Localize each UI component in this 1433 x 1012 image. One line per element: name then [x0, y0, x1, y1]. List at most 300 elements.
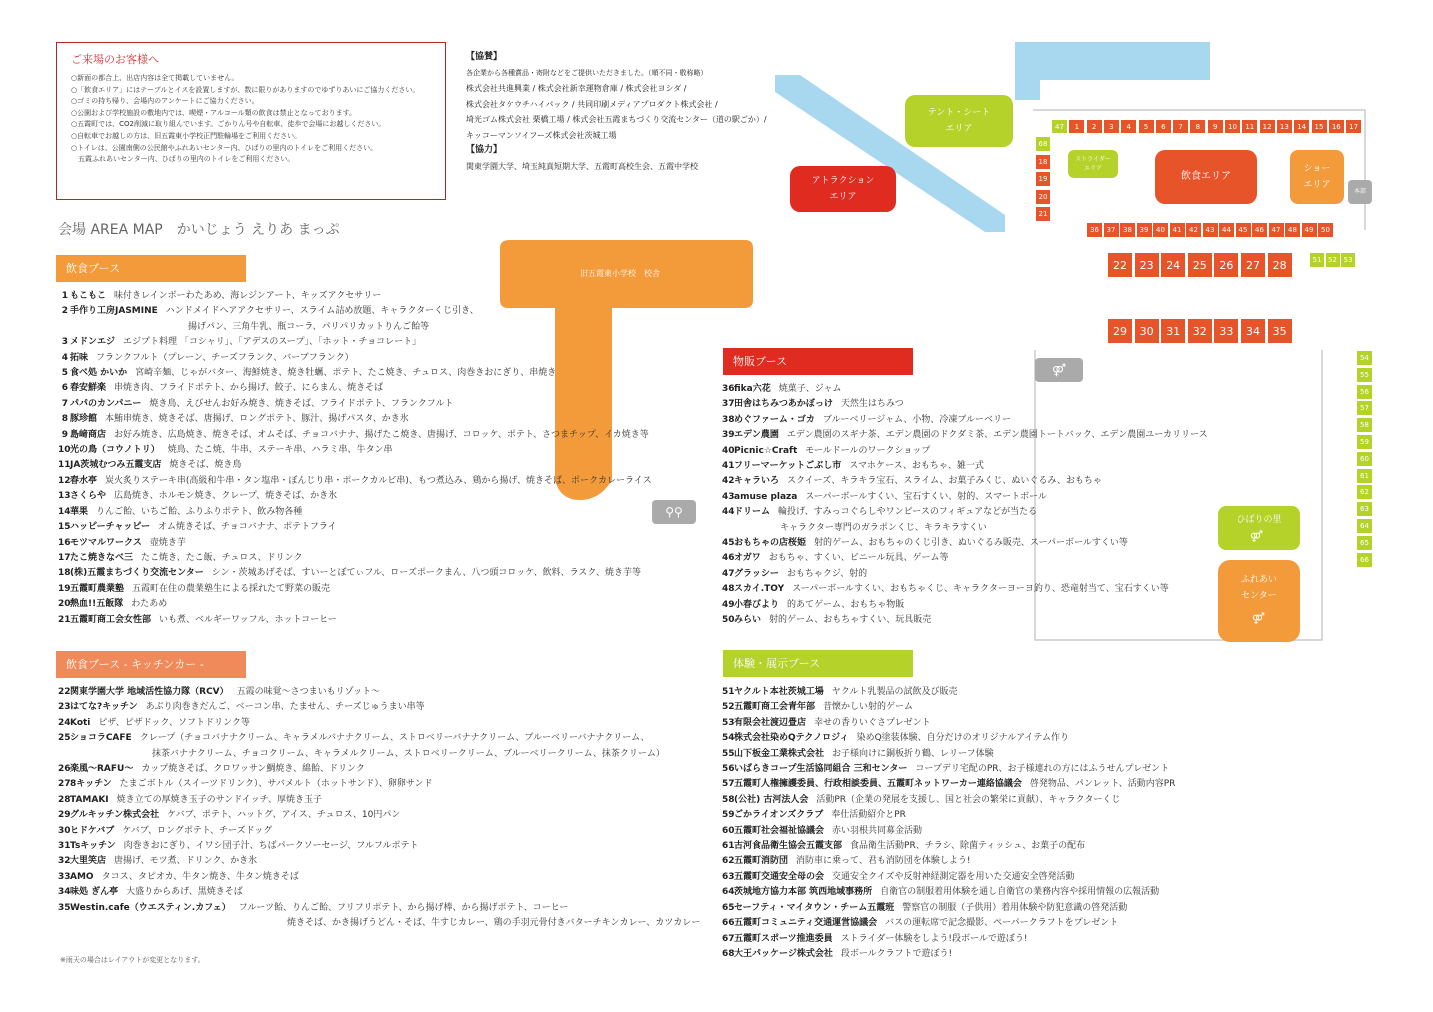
- list-item: [722, 808, 1175, 823]
- booth-62: 62: [1357, 485, 1372, 499]
- vendor-description: おもちゃ、すくい、ビニール玩具、ゲーム等: [768, 553, 949, 564]
- item-number: 56: [722, 764, 735, 775]
- list-item: [58, 839, 700, 854]
- vendor-description: 赤い羽根共同募金活動: [832, 825, 923, 836]
- booth-61: 61: [1357, 469, 1372, 483]
- item-number: 46: [722, 553, 735, 564]
- item-number: 19: [58, 583, 71, 594]
- list-item: [722, 459, 1208, 474]
- booth-47: 47: [1269, 223, 1284, 237]
- booth-22: 22: [1108, 253, 1132, 277]
- list-item: [58, 762, 700, 777]
- booth-68: 68: [1036, 137, 1050, 151]
- booth-18: 18: [1036, 155, 1050, 169]
- booth-34: 34: [1241, 319, 1265, 343]
- restroom-icon: ⚤: [1252, 612, 1265, 625]
- vendor-name: みらい: [734, 615, 762, 626]
- vendor-name: 五霞町人権擁護委員、行政相談委員、五霞町ネットワーカー連絡協議会: [734, 779, 1022, 790]
- kitchen-list: [58, 685, 700, 932]
- vendor-name: 山下板金工業株式会社: [734, 748, 825, 759]
- notice-line: ○自転車でお越しの方は、旧五霞東小学校正門駐輪場をご利用ください。: [71, 131, 302, 140]
- sponsors-heading: 【協賛】: [466, 52, 503, 62]
- vendor-name: amuse plaza: [734, 491, 798, 502]
- item-number: 43: [722, 491, 735, 502]
- vendor-name: 光の鳥（コウノトリ）: [70, 445, 160, 456]
- list-item: [58, 885, 700, 900]
- vendor-name: 拓味: [70, 352, 89, 363]
- school-label: 旧五霞東小学校 校舎: [580, 269, 660, 278]
- hibari-no-sato: [1218, 506, 1300, 550]
- booth-28: 28: [1268, 253, 1292, 277]
- vendor-name: 食べ処 かいか: [70, 368, 128, 379]
- vendor-description: クレープ（チョコバナナクリーム、キャラメルバナナクリーム、ストロベリーバナナクリーム、ブルーベリーバナナクリーム、: [139, 733, 650, 744]
- vendor-name: 小春びより: [734, 599, 780, 610]
- kitchen-section-header: 飲食ブース - キッチンカー -: [56, 651, 246, 678]
- booth-5: 5: [1139, 120, 1154, 133]
- vendor-name: 株式会社染めQテクノロジィ: [734, 733, 849, 744]
- booth-49: 49: [1302, 223, 1317, 237]
- vendor-description: 活動PR（企業の発展を支援し、国と社会の繁栄に貢献）、キャラクターくじ: [816, 794, 1121, 805]
- item-number: 1: [61, 291, 68, 301]
- list-item: [58, 854, 700, 869]
- sponsor-line: 埼光ゴム株式会社 栗橋工場 / 株式会社五霞まちづくり交流センター（道の駅ごか）/: [466, 115, 767, 124]
- list-item: [722, 444, 1208, 459]
- vendor-description-cont: 揚げパン、三角牛乳、瓶コーラ、パリパリカットりんご飴等: [188, 321, 430, 332]
- item-number: 29: [58, 810, 71, 821]
- vendor-description: 味付きレインボーわたあめ、海レジンアート、キッズアクセサリー: [114, 291, 382, 301]
- booth-50: 50: [1318, 223, 1333, 237]
- vendor-name: 島﨑商店: [70, 429, 107, 440]
- item-number: 17: [58, 552, 71, 563]
- list-item: [58, 458, 652, 473]
- striker-area: ストライダー エリア: [1068, 150, 1118, 178]
- vendor-description: ケバブ、ロングポテト、チーズドッグ: [122, 825, 273, 836]
- vendor-name: セーフティ・マイタウン・チーム五霞班: [734, 902, 895, 913]
- list-item: [58, 901, 700, 916]
- vendor-name: 熱血!!五飯隊: [70, 599, 124, 610]
- list-item: [722, 567, 1208, 582]
- list-item: [58, 520, 652, 535]
- food-section-header: 飲食ブース: [56, 255, 246, 282]
- list-item: [58, 304, 652, 319]
- vendor-description: 肉巻きおにぎり、イワシ団子汁、ちばパークソーセージ、フルフルポテト: [123, 841, 419, 852]
- vendor-name: モツマルワークス: [70, 537, 142, 548]
- booth-58: 58: [1357, 418, 1372, 432]
- item-number: 23: [58, 702, 71, 713]
- item-number: 51: [722, 687, 735, 697]
- vendor-description: お好み焼き、広島焼き、焼きそば、オムそば、チョコバナナ、揚げたこ焼き、唐揚げ、コロッケ、ポテト、さつまチップ、イカ焼き等: [114, 429, 649, 440]
- list-item: [58, 428, 652, 443]
- booth-31: 31: [1161, 319, 1185, 343]
- vendor-name: いばらきコープ生活協同組合 三和センター: [734, 764, 908, 775]
- list-item: [722, 870, 1175, 885]
- vendor-description: スクイーズ、キラキラ宝石、スライム、お菓子みくじ、ぬいぐるみ、おもちゃ: [787, 476, 1102, 487]
- item-number: 18: [58, 568, 71, 579]
- item-number: 58: [722, 794, 735, 805]
- booth-42: 42: [1186, 223, 1201, 237]
- booth-46: 46: [1252, 223, 1267, 237]
- vendor-name: はてな?キッチン: [70, 702, 138, 713]
- notice-line: ○公園および学校施設の敷地内では、喫煙・アルコール類の飲食は禁止となっております。: [71, 108, 357, 117]
- item-number: 40: [722, 445, 735, 456]
- booth-36: 36: [1087, 223, 1102, 237]
- vendor-name: 田舎はちみつあかぼっけ: [734, 399, 833, 410]
- notice-line: ○ゴミの持ち帰り、会場内のアンケートにご協力ください。: [71, 97, 259, 106]
- item-number: 24: [58, 717, 71, 728]
- vendor-name: フリーマーケットごぶし市: [734, 461, 842, 472]
- vendor-description-cont: キャラクター専門のガラポンくじ、キラキラすくい: [780, 522, 987, 533]
- vendor-name: オガワ: [734, 553, 761, 564]
- list-item: [58, 870, 700, 885]
- vendor-name: 春安鮮楽: [70, 383, 107, 394]
- honbu-area: 本部: [1348, 180, 1372, 204]
- vendor-description: オム焼きそば、チョコバナナ、ポテトフライ: [158, 522, 337, 533]
- booth-23: 23: [1135, 253, 1159, 277]
- attraction-area: アトラクション エリア: [790, 166, 896, 212]
- vendor-description: 天然生はちみつ: [840, 399, 904, 410]
- vendor-description: 警察官の制服（子供用）着用体験や防犯意識の啓発活動: [902, 902, 1128, 913]
- booth-1: 1: [1069, 120, 1084, 133]
- vendor-description: 交通安全クイズや反射神経測定器を用いた交通安全啓発活動: [832, 871, 1075, 882]
- item-number: 8: [61, 414, 68, 425]
- vendor-name: (株)五霞まちづくり交流センター: [70, 568, 204, 579]
- list-item: [722, 947, 1175, 962]
- booth-13: 13: [1277, 120, 1292, 133]
- item-number: 41: [722, 461, 735, 472]
- item-number: 22: [58, 687, 71, 697]
- booth-16: 16: [1329, 120, 1344, 133]
- list-item: [722, 932, 1175, 947]
- booth-4: 4: [1121, 120, 1136, 133]
- item-number: 2: [61, 306, 68, 317]
- list-item: [722, 762, 1175, 777]
- rain-footnote: ※雨天の場合はレイアウトが変更となります。: [60, 956, 205, 964]
- item-number: 15: [58, 522, 71, 533]
- list-item: [58, 474, 652, 489]
- item-number: 34: [58, 887, 71, 898]
- vendor-description: スーパーボールすくい、おもちゃくじ、キャラクターヨーヨ釣り、恐竜射当て、宝石すくい等: [792, 584, 1169, 595]
- booth-56: 56: [1357, 385, 1372, 399]
- list-item: [58, 351, 652, 366]
- item-number: 35: [58, 902, 71, 913]
- vendor-name: 茨城地方協力本部 筑西地域事務所: [734, 887, 873, 898]
- vendor-description: モールドールのワークショップ: [805, 445, 931, 456]
- item-number: 13: [58, 491, 71, 502]
- list-item: [58, 381, 652, 396]
- booth-27: 27: [1241, 253, 1265, 277]
- vendor-name: 五霞町コミュニティ交通運営協議会: [734, 918, 878, 929]
- vendor-description: たこ焼き、たこ飯、チュロス、ドリンク: [141, 552, 303, 563]
- item-number: 45: [722, 538, 735, 549]
- vendor-name: メドンエジ: [70, 337, 116, 348]
- item-number: 16: [58, 537, 71, 548]
- item-number: 57: [722, 779, 735, 790]
- list-item: [58, 536, 652, 551]
- tent-area: テント・シート エリア: [905, 95, 1013, 147]
- booth-65: 65: [1357, 536, 1372, 550]
- vendor-name: JA茨城むつみ五霞支店: [70, 460, 162, 471]
- list-item: [58, 551, 652, 566]
- vendor-name: 豚珍館: [70, 414, 98, 425]
- list-item: [722, 551, 1208, 566]
- list-item: [722, 700, 1175, 715]
- restroom-icon: ⚤: [1035, 358, 1083, 382]
- list-item: [58, 700, 700, 715]
- vendor-description-cont: 焼きそば、かき揚げうどん・そば、牛すじカレー、鶏の手羽元骨付きバターチキンカレー、カツカレー: [287, 918, 701, 929]
- booth-2: 2: [1087, 120, 1102, 133]
- vendor-name: キャラいろ: [734, 476, 780, 487]
- item-number: 67: [722, 933, 735, 944]
- vendor-description: いも煮、ベルギーワッフル、ホットコーヒー: [159, 614, 337, 625]
- booth-63: 63: [1357, 502, 1372, 516]
- vendor-description: 串焼き肉、フライドポテト、から揚げ、餃子、にらまん、焼きそば: [114, 383, 384, 394]
- food-area: 飲食エリア: [1155, 150, 1257, 204]
- item-number: 50: [722, 615, 735, 626]
- list-item: [722, 824, 1175, 839]
- vendor-description: 宮崎辛麺、じゃがバター、海鮮焼き、焼き牡蠣、ポテト、たこ焼き、チュロス、肉巻きおにぎり、串焼き: [135, 368, 557, 379]
- item-number: 55: [722, 748, 735, 759]
- booth-24: 24: [1161, 253, 1185, 277]
- item-number: 42: [722, 476, 735, 487]
- vendor-name: TAMAKI: [70, 794, 109, 805]
- item-number: 28: [58, 794, 71, 805]
- vendor-description: スマホケース、おもちゃ、雑一式: [849, 461, 984, 472]
- list-item: [722, 490, 1208, 505]
- vendor-name: もこもこ: [70, 291, 107, 301]
- item-number: 66: [722, 918, 735, 929]
- booth-41: 41: [1170, 223, 1185, 237]
- vendor-description: エジプト料理 「コシャリ」、「アデスのスープ」、「ホット・チョコレート」: [123, 337, 422, 348]
- item-number: 47: [722, 568, 735, 579]
- notice-line: ○新面の都合上、出店内容は全て掲載していません。: [71, 74, 239, 82]
- vendor-description: 大盛りからあげ、黒焼きそば: [126, 887, 243, 898]
- vendor-description: 射的ゲーム、おもちゃのくじ引き、ぬいぐるみ販売、スーパーボールすくい等: [814, 538, 1128, 549]
- booth-26: 26: [1214, 253, 1238, 277]
- vendor-name: 8キッチン: [70, 779, 112, 790]
- vendor-description: 自衛官の制服着用体験を通し自衛官の業務内容や採用情報の広報活動: [880, 887, 1160, 898]
- item-number: 39: [722, 430, 735, 441]
- food-list: [58, 289, 652, 628]
- vendor-name: スカイ.TOY: [734, 584, 785, 595]
- item-number: 9: [61, 429, 68, 440]
- booth-43: 43: [1203, 223, 1218, 237]
- vendor-description: 壺焼き芋: [149, 537, 186, 548]
- vendor-name: AMO: [70, 871, 94, 882]
- river-shape: [1015, 42, 1210, 100]
- booth-14: 14: [1294, 120, 1309, 133]
- notice-title: ご来場のお客様へ: [71, 53, 159, 66]
- vendor-description: 消防車に乗って、君も消防団を体験しよう!: [796, 856, 971, 867]
- item-number: 31: [58, 841, 71, 852]
- goods-list: [722, 382, 1208, 629]
- booth-44: 44: [1219, 223, 1234, 237]
- list-item: [58, 366, 652, 381]
- list-item: [58, 685, 700, 700]
- vendor-name: ヒドケバブ: [70, 825, 115, 836]
- notice-line: ○トイレは、公園南側の公民館やふれあいセンター内、ひばりの里内のトイレをご利用ください。: [71, 143, 378, 152]
- booth-11: 11: [1242, 120, 1257, 133]
- vendor-description: フルーツ飴、りんご飴、フリフリポテト、から揚げ棒、から揚げポテト、コーヒー: [238, 902, 569, 913]
- list-item: [58, 489, 652, 504]
- vendor-name: Picnic☆Craft: [734, 445, 798, 456]
- vendor-name: 五霞町交通安全母の会: [734, 871, 825, 882]
- notice-line: ○「飲食エリア」にはテーブルとイスを設置しますが、数に限りがありますのでゆずりあいにご協力ください。: [71, 85, 420, 94]
- item-number: 61: [722, 841, 735, 852]
- item-number: 62: [722, 856, 735, 867]
- list-item: [722, 582, 1208, 597]
- booth-55: 55: [1357, 368, 1372, 382]
- booth-47: 47: [1052, 120, 1067, 133]
- list-item: [722, 598, 1208, 613]
- vendor-description: 焼鳥、たこ焼、牛串、ステーキ串、ハラミ串、牛タン串: [167, 445, 393, 456]
- booth-51: 51: [1310, 253, 1324, 267]
- list-item: [58, 335, 652, 350]
- item-number: 12: [58, 475, 71, 486]
- vendor-description: 焼菓子、ジャム: [778, 384, 842, 394]
- booth-53: 53: [1341, 253, 1355, 267]
- vendor-description: フランクフルト（プレーン、チーズフランク、バーブフランク）: [96, 352, 354, 363]
- item-number: 54: [722, 733, 735, 744]
- list-item: [722, 474, 1208, 489]
- vendor-description: 奉仕活動紹介とPR: [831, 810, 906, 821]
- list-item: [722, 747, 1175, 762]
- vendor-description: タコス、タピオカ、牛タン焼き、牛タン焼きそば: [101, 871, 299, 882]
- list-item: [722, 731, 1175, 746]
- list-item: [722, 613, 1208, 628]
- vendor-description: おもちゃクジ、射的: [786, 568, 868, 579]
- list-item: [722, 382, 1208, 397]
- booth-57: 57: [1357, 401, 1372, 415]
- item-number: 30: [58, 825, 71, 836]
- item-number: 65: [722, 902, 735, 913]
- vendor-description: ヤクルト乳製品の試飲及び販売: [831, 687, 958, 697]
- list-item: [722, 839, 1175, 854]
- list-item: [722, 685, 1175, 700]
- vendor-name: グラッシー: [734, 568, 779, 579]
- list-item: [58, 289, 652, 304]
- item-number: 10: [58, 445, 71, 456]
- vendor-description: 輪投げ、すみっコぐらしやワンピースのフィギュアなどが当たる: [778, 507, 1038, 518]
- vendor-description: シン・茨城あげそば、すいーとぼてぃフル、ローズポークまん、八つ頭コロッケ、飲料、ラスク、焼き芋等: [211, 568, 641, 579]
- sponsors-intro: 各企業から各種賞品・寄附などをご提供いただきました。（順不同・敬称略）: [466, 68, 708, 77]
- item-number: 60: [722, 825, 735, 836]
- vendor-name: 華果: [70, 506, 89, 517]
- item-number: 38: [722, 414, 735, 425]
- vendor-description: 焼きそば、焼き鳥: [169, 460, 242, 471]
- vendor-name: 大王パッケージ株式会社: [734, 948, 833, 959]
- vendor-name: ごかライオンズクラブ: [734, 810, 824, 821]
- vendor-description: 幸せの香りいぐさプレゼント: [814, 717, 931, 728]
- vendor-description: たまごボトル（スイーツドリンク）、サバメルト（ホットサンド）、卵卵サンド: [119, 779, 433, 790]
- vendor-name: めぐファーム・ゴカ: [734, 414, 815, 425]
- list-item: [722, 505, 1208, 520]
- vendor-description: 染めQ塗装体験、自分だけのオリジナルアイテム作り: [856, 733, 1069, 744]
- list-item: [58, 582, 652, 597]
- vendor-description: カップ焼きそば、クロワッサン鯛焼き、綿飴、ドリンク: [141, 764, 365, 775]
- list-item: [722, 536, 1208, 551]
- sponsor-line: 株式会社タケウチハイパック / 共同印刷メディアプロダクト株式会社 /: [466, 99, 718, 109]
- item-number: 20: [58, 599, 71, 610]
- vendor-name: おもちゃの店桜姫: [734, 538, 807, 549]
- booth-59: 59: [1357, 435, 1372, 449]
- vendor-name: エデン農園: [734, 430, 779, 441]
- item-number: 14: [58, 506, 71, 517]
- item-number: 7: [61, 398, 68, 409]
- list-item: [722, 901, 1175, 916]
- vendor-name: 五霞町商工会女性部: [70, 614, 152, 625]
- booth-8: 8: [1190, 120, 1205, 133]
- booth-60: 60: [1357, 452, 1372, 466]
- vendor-name: 五霞町農業塾: [70, 583, 125, 594]
- booth-6: 6: [1156, 120, 1171, 133]
- booth-48: 48: [1285, 223, 1300, 237]
- item-number: 68: [722, 948, 735, 959]
- vendor-name: さくらや: [70, 491, 107, 502]
- item-number: 37: [722, 399, 735, 410]
- show-area: ショー エリア: [1290, 150, 1344, 204]
- fureai-center: ふれあい センター: [1218, 560, 1300, 642]
- vendor-name: 手作り工房JASMINE: [70, 306, 158, 317]
- list-item: [58, 505, 652, 520]
- list-item: [58, 443, 652, 458]
- item-number: 53: [722, 717, 735, 728]
- vendor-description: 本鮪串焼き、焼きそば、唐揚げ、ロングポテト、豚汁、揚げパスタ、かき氷: [105, 414, 409, 425]
- list-item: [58, 824, 700, 839]
- list-item: [722, 793, 1175, 808]
- vendor-description: りんご飴、いちご飴、ふりふりポテト、飲み物各種: [96, 506, 303, 517]
- exp-list: [722, 685, 1175, 962]
- list-item: [58, 566, 652, 581]
- vendor-name: 味処 ぎん亭: [70, 887, 119, 898]
- list-item: [58, 597, 652, 612]
- vendor-name: (公社) 古河法人会: [734, 794, 809, 805]
- exp-section-header: 体験・展示ブース: [723, 650, 913, 677]
- vendor-name: 五霞町スポーツ推進委員: [734, 933, 833, 944]
- booth-10: 10: [1225, 120, 1240, 133]
- item-number: 64: [722, 887, 735, 898]
- booth-32: 32: [1188, 319, 1212, 343]
- vendor-description: エデン農園のスギナ茶、エデン農園のドクダミ茶、エデン農園トートバック、エデン農園ユーカリリース: [786, 430, 1208, 441]
- vendor-name: 五霞町消防団: [734, 856, 789, 867]
- item-number: 63: [722, 871, 735, 882]
- vendor-name: ハッピーチャッピー: [70, 522, 151, 533]
- booth-17: 17: [1346, 120, 1361, 133]
- list-item: [722, 916, 1175, 931]
- booth-25: 25: [1188, 253, 1212, 277]
- vendor-name: パパのカンパニー: [70, 398, 142, 409]
- notice-line: ○五霞町では、CO2削減に取り組んでいます。ごかりん号や自転車、徒歩で会場にお越しください。: [71, 120, 386, 129]
- vendor-description: 啓発物品、パンレット、活動内容PR: [1029, 779, 1176, 790]
- vendor-description: 的あてゲーム、おもちゃ物販: [787, 599, 905, 610]
- booth-19: 19: [1036, 172, 1050, 186]
- vendor-description: 五霞町在住の農業塾生による採れたて野菜の販売: [132, 583, 331, 594]
- hibari-label: ひばりの里: [1236, 515, 1282, 525]
- vendor-description: 焼き鳥、えびせんお好み焼き、焼きそば、フライドポテト、フランクフルト: [149, 398, 454, 409]
- item-number: 11: [58, 460, 71, 471]
- item-number: 21: [58, 614, 71, 625]
- vendor-description: 昔懐かしい射的ゲーム: [823, 702, 914, 713]
- vendor-name: 関東学園大学 地域活性協力隊（RCV）: [70, 687, 229, 697]
- vendor-name: Koti: [70, 717, 91, 728]
- item-number: 49: [722, 599, 735, 610]
- item-number: 59: [722, 810, 735, 821]
- vendor-description: コープデリ宅配のPR、お子様連れの方にはふうせんプレゼント: [915, 764, 1170, 775]
- item-number: 6: [61, 383, 68, 394]
- vendor-description-cont: 抹茶バナナクリーム、チョコクリーム、キャラメルクリーム、ストロベリークリーム、ブルーベリークリーム、抹茶クリーム）: [152, 748, 665, 759]
- list-item: [58, 397, 652, 412]
- list-item: [722, 777, 1175, 792]
- vendor-description: ブルーベリージャム、小物、冷凍ブルーベリー: [822, 414, 1012, 425]
